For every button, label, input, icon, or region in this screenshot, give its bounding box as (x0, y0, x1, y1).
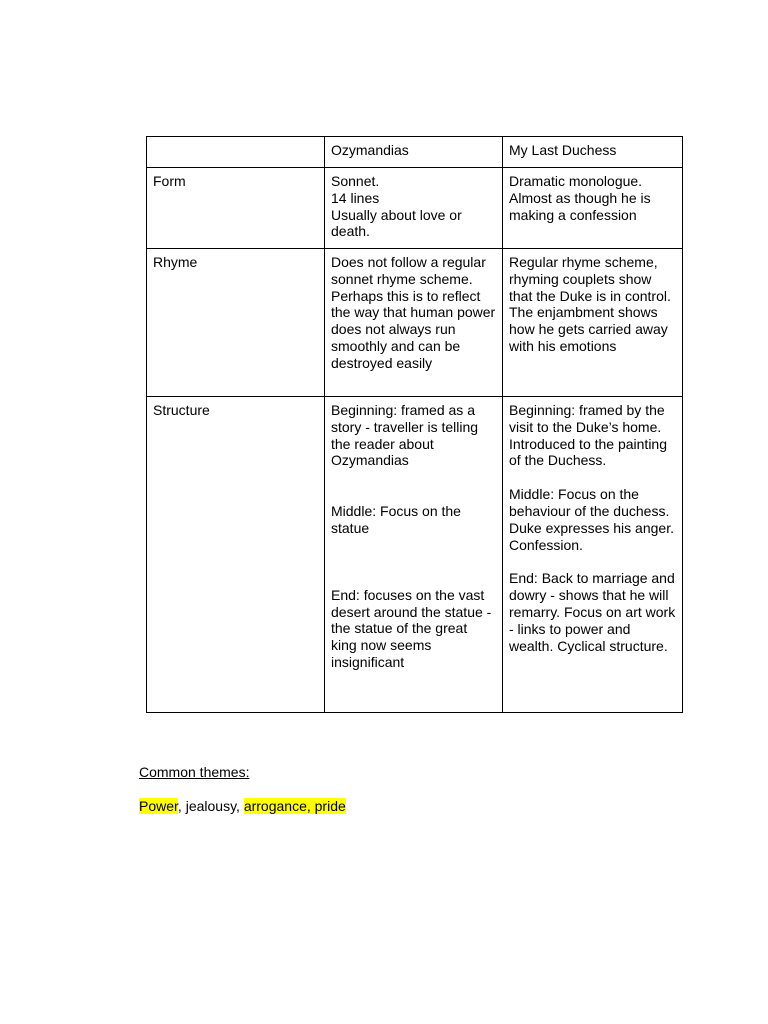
table-header-row (147, 137, 683, 168)
theme-separator: , (177, 798, 186, 814)
theme-power-highlighted: Power (139, 798, 178, 814)
theme-separator: , (236, 798, 244, 814)
cell-duchess-rhyme (503, 249, 683, 397)
table-row-form (147, 168, 683, 249)
row-label-form: Form (147, 168, 325, 249)
header-cell-ozymandias: Ozymandias (325, 137, 503, 168)
cell-paragraph-end: End: focuses on the vast desert around the statue - the statue of the great king now seems insignificant (331, 586, 492, 670)
theme-arrogance-pride-highlighted: arrogance, pride (243, 798, 346, 814)
cell-ozymandias-form (325, 168, 503, 249)
cell-paragraph-beginning: Beginning: framed by the visit to the Duke’s home. Introduced to the painting of the Duchess. (509, 402, 668, 469)
common-themes-heading: Common themes: (139, 764, 250, 780)
header-cell-empty (147, 137, 325, 168)
cell-paragraph-end: End: Back to marriage and dowry - shows that he will remarry. Focus on art work - links to power and wealth. Cyclical structure. (509, 570, 676, 654)
cell-text: 14 lines (331, 189, 380, 206)
cell-text: Usually about love or death. (331, 206, 462, 240)
row-label-structure: Structure (147, 397, 325, 713)
cell-paragraph-middle: Middle: Focus on the statue (331, 503, 461, 536)
cell-text: Does not follow a regular sonnet rhyme scheme. Perhaps this is to reflect the way that human power does not always run smoothly and can be destroyed easily (331, 254, 496, 371)
cell-duchess-structure (503, 397, 683, 713)
row-label-rhyme: Rhyme (147, 249, 325, 397)
theme-jealousy: jealousy (185, 798, 237, 814)
table-row-rhyme (147, 249, 683, 397)
cell-ozymandias-structure (325, 397, 503, 713)
table-row-structure (147, 397, 683, 713)
cell-paragraph-middle: Middle: Focus on the behaviour of the duchess. Duke expresses his anger. Confession. (509, 486, 674, 553)
cell-ozymandias-rhyme (325, 249, 503, 397)
cell-duchess-form (503, 168, 683, 249)
cell-text: Dramatic monologue. Almost as though he is making a confession (509, 173, 651, 223)
comparison-table (146, 136, 683, 713)
cell-text: Sonnet. (331, 173, 380, 189)
common-themes-list (139, 798, 346, 814)
cell-text: Regular rhyme scheme, rhyming couplets show that the Duke is in control. The enjambment shows how he gets carried away with his emotions (509, 254, 671, 354)
cell-paragraph-beginning: Beginning: framed as a story - traveller is telling the reader about Ozymandias (331, 402, 479, 469)
header-cell-my-last-duchess: My Last Duchess (503, 137, 683, 168)
